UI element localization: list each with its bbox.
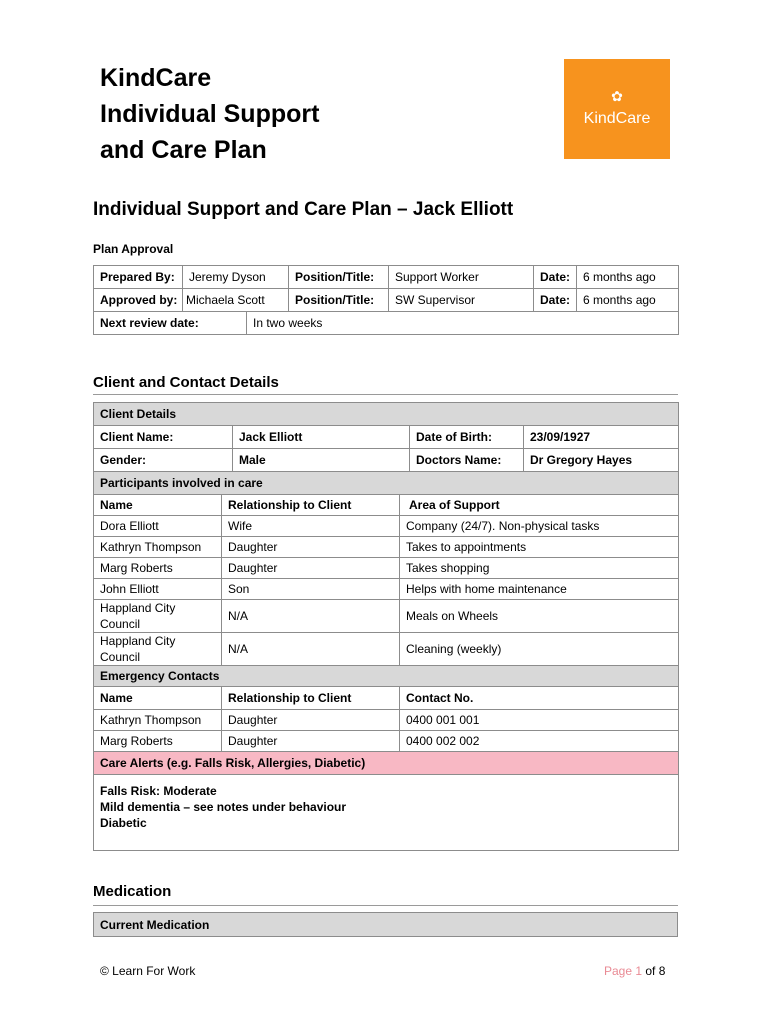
client-section-heading: Client and Contact Details bbox=[93, 374, 279, 391]
plan-title: Individual Support and Care Plan – Jack Elliott bbox=[93, 199, 514, 220]
care-alerts-label: Care Alerts (e.g. Falls Risk, Allergies, Diabetic) bbox=[94, 752, 679, 775]
participant-area: Takes shopping bbox=[400, 558, 679, 579]
prepared-position: Support Worker bbox=[389, 266, 534, 289]
participant-name: Happland City Council bbox=[94, 633, 222, 666]
page-prefix: Page bbox=[604, 964, 636, 978]
participant-relationship: Daughter bbox=[222, 558, 400, 579]
dob-label: Date of Birth: bbox=[410, 426, 524, 449]
prepared-row bbox=[94, 266, 679, 289]
medication-divider bbox=[93, 905, 678, 906]
plan-approval-heading: Plan Approval bbox=[93, 242, 174, 256]
table-row bbox=[94, 633, 679, 666]
client-details-table bbox=[93, 402, 679, 851]
participant-relationship: Daughter bbox=[222, 537, 400, 558]
care-alert-item: Diabetic bbox=[100, 816, 147, 830]
gender-value: Male bbox=[233, 449, 410, 472]
table-row bbox=[94, 579, 679, 600]
emergency-header-row bbox=[94, 666, 679, 687]
care-alerts-body-row bbox=[94, 775, 679, 851]
emergency-relationship: Daughter bbox=[222, 710, 400, 731]
title-line-2: Individual Support bbox=[100, 100, 320, 128]
emergency-col-name: Name bbox=[94, 687, 222, 710]
review-label: Next review date: bbox=[94, 312, 247, 335]
participant-area: Helps with home maintenance bbox=[400, 579, 679, 600]
title-line-3: and Care Plan bbox=[100, 136, 267, 164]
kindcare-logo bbox=[564, 59, 670, 159]
participant-relationship: Son bbox=[222, 579, 400, 600]
emergency-name: Marg Roberts bbox=[94, 731, 222, 752]
participant-area: Takes to appointments bbox=[400, 537, 679, 558]
review-row bbox=[94, 312, 679, 335]
participants-col-relationship: Relationship to Client bbox=[222, 495, 400, 516]
flower-icon: ✿ bbox=[611, 88, 623, 104]
participant-relationship: N/A bbox=[222, 633, 400, 666]
participants-header-row bbox=[94, 472, 679, 495]
footer-copyright: © Learn For Work bbox=[100, 964, 196, 978]
approved-position-label: Position/Title: bbox=[289, 289, 389, 312]
participants-col-area: Area of Support bbox=[400, 495, 679, 516]
emergency-col-contact: Contact No. bbox=[400, 687, 679, 710]
client-name: Jack Elliott bbox=[233, 426, 410, 449]
table-row bbox=[94, 537, 679, 558]
logo-text: KindCare bbox=[583, 110, 651, 127]
dob-value: 23/09/1927 bbox=[524, 426, 679, 449]
participant-area: Cleaning (weekly) bbox=[400, 633, 679, 666]
medication-table bbox=[93, 912, 678, 937]
doctor-label: Doctors Name: bbox=[410, 449, 524, 472]
approved-label: Approved by: bbox=[94, 289, 183, 312]
participant-name: Marg Roberts bbox=[94, 558, 222, 579]
approved-date-label: Date: bbox=[534, 289, 577, 312]
care-alert-item: Mild dementia – see notes under behaviour bbox=[100, 800, 347, 814]
approved-name: Michaela Scott bbox=[183, 289, 289, 312]
title-line-1: KindCare bbox=[100, 64, 212, 92]
participant-name: John Elliott bbox=[94, 579, 222, 600]
emergency-columns-row bbox=[94, 687, 679, 710]
table-row bbox=[94, 710, 679, 731]
document-title bbox=[100, 60, 319, 168]
care-alert-item: Falls Risk: Moderate bbox=[100, 784, 217, 798]
approved-position: SW Supervisor bbox=[389, 289, 534, 312]
page-total: of 8 bbox=[642, 964, 666, 978]
participant-relationship: N/A bbox=[222, 600, 400, 633]
approved-date: 6 months ago bbox=[577, 289, 679, 312]
plan-approval-table bbox=[93, 265, 679, 335]
approved-row bbox=[94, 289, 679, 312]
client-name-row bbox=[94, 426, 679, 449]
emergency-contacts-label: Emergency Contacts bbox=[94, 666, 679, 687]
table-row bbox=[94, 558, 679, 579]
client-name-label: Client Name: bbox=[94, 426, 233, 449]
prepared-label: Prepared By: bbox=[94, 266, 183, 289]
participant-relationship: Wife bbox=[222, 516, 400, 537]
table-row bbox=[94, 516, 679, 537]
participant-name: Kathryn Thompson bbox=[94, 537, 222, 558]
doctor-value: Dr Gregory Hayes bbox=[524, 449, 679, 472]
participant-area: Company (24/7). Non-physical tasks bbox=[400, 516, 679, 537]
participants-columns-row bbox=[94, 495, 679, 516]
care-alerts-content bbox=[94, 775, 679, 851]
prepared-date-label: Date: bbox=[534, 266, 577, 289]
client-details-label: Client Details bbox=[94, 403, 679, 426]
medication-heading: Medication bbox=[93, 883, 172, 900]
prepared-name: Jeremy Dyson bbox=[183, 266, 289, 289]
client-section-divider bbox=[93, 394, 678, 395]
table-row bbox=[94, 731, 679, 752]
gender-row bbox=[94, 449, 679, 472]
gender-label: Gender: bbox=[94, 449, 233, 472]
page-current: 1 bbox=[635, 964, 643, 978]
review-value: In two weeks bbox=[247, 312, 679, 335]
participants-label: Participants involved in care bbox=[94, 472, 679, 495]
prepared-position-label: Position/Title: bbox=[289, 266, 389, 289]
emergency-relationship: Daughter bbox=[222, 731, 400, 752]
participant-name: Happland City Council bbox=[94, 600, 222, 633]
prepared-date: 6 months ago bbox=[577, 266, 679, 289]
client-details-header-row bbox=[94, 403, 679, 426]
participant-name: Dora Elliott bbox=[94, 516, 222, 537]
current-medication-row bbox=[94, 913, 678, 937]
emergency-col-relationship: Relationship to Client bbox=[222, 687, 400, 710]
footer-page-number bbox=[604, 964, 665, 978]
emergency-phone: 0400 002 002 bbox=[400, 731, 679, 752]
care-alerts-header-row bbox=[94, 752, 679, 775]
table-row bbox=[94, 600, 679, 633]
participant-area: Meals on Wheels bbox=[400, 600, 679, 633]
emergency-name: Kathryn Thompson bbox=[94, 710, 222, 731]
participants-col-name: Name bbox=[94, 495, 222, 516]
emergency-phone: 0400 001 001 bbox=[400, 710, 679, 731]
current-medication-label: Current Medication bbox=[94, 913, 678, 937]
